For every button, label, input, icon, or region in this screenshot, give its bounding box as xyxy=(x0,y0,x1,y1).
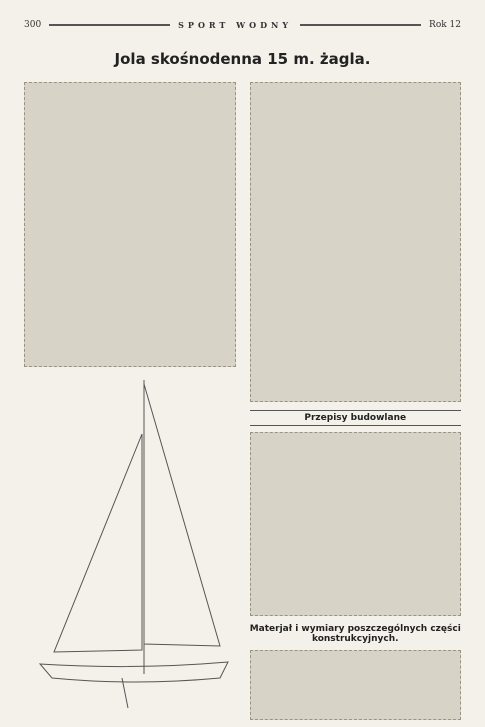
right-column xyxy=(250,82,462,727)
hull-outline xyxy=(40,662,228,682)
mainsail-outline xyxy=(144,384,220,646)
issue-label: Rok 12 xyxy=(429,20,462,30)
header-rule-left xyxy=(49,24,170,26)
specs-heading: Przepisy budowlane xyxy=(250,410,462,426)
sail-plan-drawing xyxy=(24,374,236,716)
materials-list-placeholder xyxy=(250,650,462,720)
jib-outline xyxy=(54,434,142,652)
centreboard-line xyxy=(122,678,128,708)
body-text-placeholder xyxy=(24,82,236,367)
sail-plan-svg xyxy=(24,374,238,716)
header-rule-right xyxy=(300,24,421,26)
materials-heading: Materjał i wymiary poszczególnych części konstrukcyjnych. xyxy=(249,624,461,644)
left-column xyxy=(24,82,236,727)
body-text-placeholder xyxy=(250,82,462,402)
page-number: 300 xyxy=(24,20,42,30)
magazine-name: SPORT WODNY xyxy=(178,20,293,30)
specs-list-placeholder xyxy=(250,432,462,616)
running-header xyxy=(24,20,461,30)
article-columns xyxy=(24,82,461,727)
article-title: Jola skośnodenna 15 m. żagla. xyxy=(114,50,371,68)
